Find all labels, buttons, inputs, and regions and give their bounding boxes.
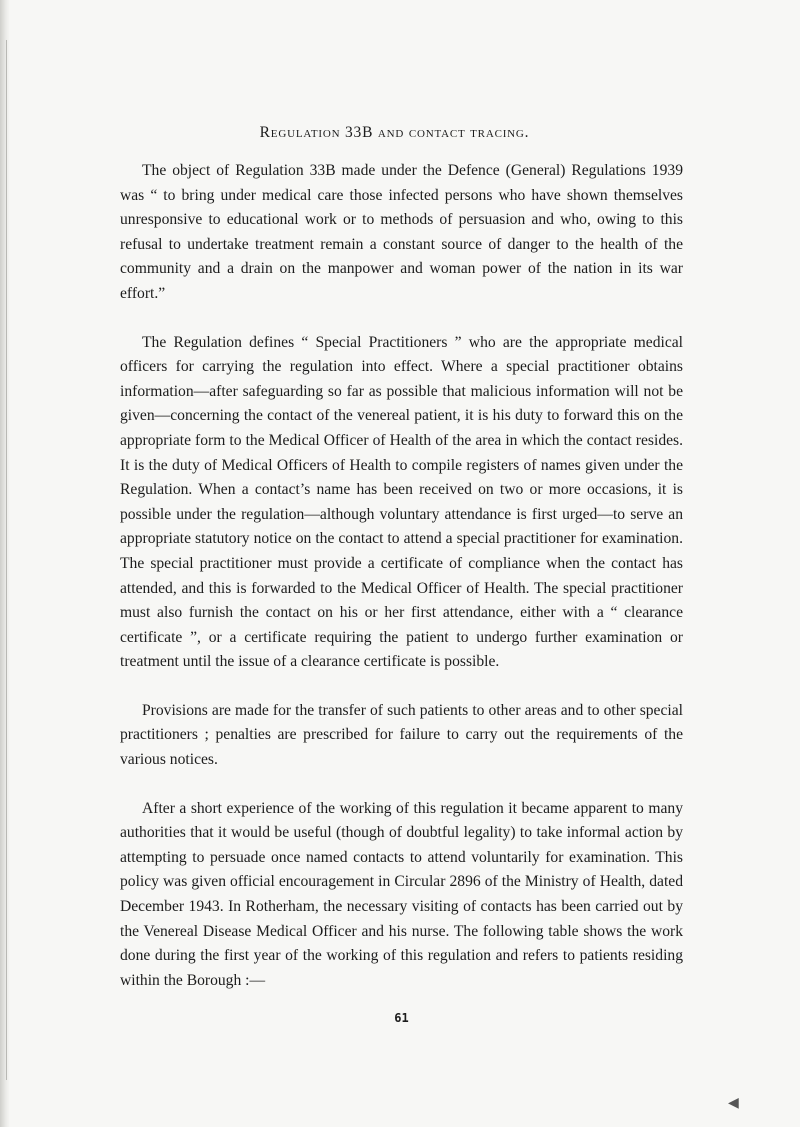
binding-line xyxy=(6,40,7,1080)
section-title: Regulation 33B and contact tracing. xyxy=(259,124,530,141)
paragraph-provisions: Provisions are made for the transfer of such patients to other areas and to other special practitioners ; penalties are prescribed for failure to carry out the requirements of the various notices. xyxy=(120,701,683,769)
paragraph-special-practitioners: The Regulation defines “ Special Practitioners ” who are the appropriate medical officers for carrying the regulation into effect. Where a special practitioner obtains information—after safeguarding so far as possible that malicious information will not be given—concerning the contact of the venereal patient, it is his duty to forward this on the appropriate form to the Medical Officer of Health of the area in which the contact resides. It is the duty of Medical Officers of Health to compile registers of names given under the Regulation. When a contact’s name has been received on two or more occasions, it is possible under the regulation—although voluntary attendance is first urged—to serve an appropriate statutory notice on the contact to attend a special practitioner for examination. The special practitioner must provide a certificate of compliance when the contact has attended, and this is forwarded to the Medical Officer of Health. The special practitioner must also furnish the contact on his or her first attendance, either with a “ clearance certificate ”, or a certificate requiring the patient to undergo further examination or treatment until the issue of a clearance certificate is possible. xyxy=(120,333,683,671)
corner-mark-icon: ◀ xyxy=(728,1096,739,1111)
paragraph-informal-action: After a short experience of the working of this regulation it became apparent to many authorities that it would be useful (though of doubtful legality) to take informal action by attempting to persuade once named contacts to attend voluntarily for examination. This policy was given official encouragement in Circular 2896 of the Ministry of Health, dated December 1943. In Rotherham, the necessary visiting of contacts has been carried out by the Venereal Disease Medical Officer and his nurse. The following table shows the work done during the first year of the working of this regulation and refers to patients residing within the Borough :— xyxy=(120,799,683,989)
page-number: 61 xyxy=(394,1011,409,1026)
binding-edge xyxy=(0,0,10,1127)
document-page xyxy=(120,124,683,1025)
paragraph-object-of-regulation: The object of Regulation 33B made under the Defence (General) Regulations 1939 was “ to bring under medical care those infected persons who have shown themselves unresponsive to educational work or to methods of persuasion and who, owing to this refusal to undertake treatment remain a constant source of danger to the health of the community and a drain on the manpower and woman power of the nation in its war effort.” xyxy=(120,162,683,302)
